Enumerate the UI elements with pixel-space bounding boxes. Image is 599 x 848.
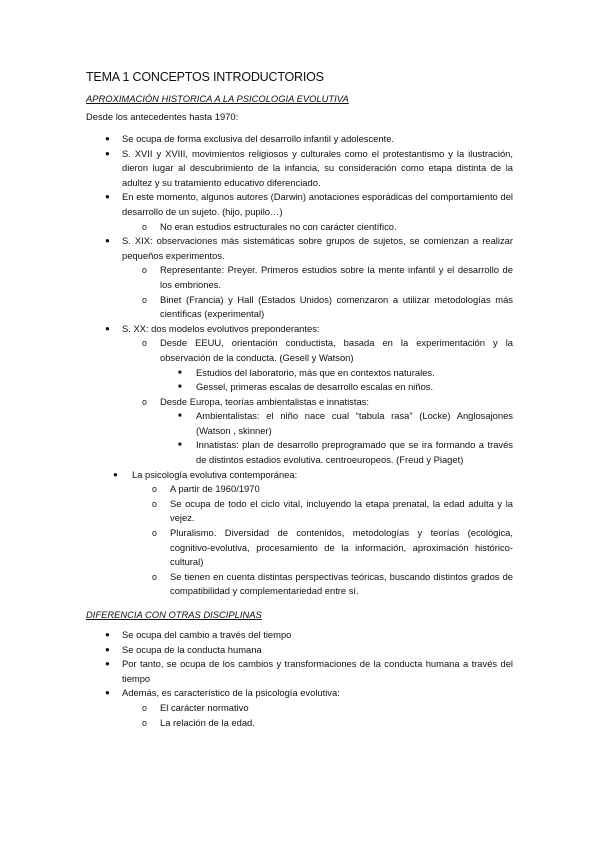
list-item: ■ Gessel, primeras escalas de desarrollo escalas en niños. xyxy=(86,380,513,395)
circle-bullet-icon: o xyxy=(152,484,157,495)
square-bullet-icon: ■ xyxy=(178,384,182,391)
bullet-icon: ● xyxy=(105,148,110,158)
list-item: ● Por tanto, se ocupa de los cambios y transformaciones de la conducta humana a través del tiempo xyxy=(105,658,513,684)
list-item: ● S. XX: dos modelos evolutivos preponderantes: xyxy=(86,322,513,337)
list-item: o A partir de 1960/1970 xyxy=(86,482,513,497)
list-item: ■ Ambientalistas: el niño nace cual “tabula rasa” (Locke) Anglosajones (Watson , skinner) xyxy=(178,410,513,436)
bullet-icon: ● xyxy=(105,236,110,246)
circle-bullet-icon: o xyxy=(142,265,147,276)
spacer xyxy=(86,599,513,605)
list-item: o El carácter normativo xyxy=(86,701,513,716)
square-bullet-icon: ■ xyxy=(178,369,182,376)
circle-bullet-icon: o xyxy=(152,571,157,582)
square-bullet-icon: ■ xyxy=(178,413,182,420)
bullet-icon: ● xyxy=(105,323,110,333)
list-item: ■ Innatistas: plan de desarrollo preprogramado que se ira formando a través de distintos estadios evolutiva. centroeuropeos. (Freud y Piaget) xyxy=(178,439,513,466)
list-item: o Pluralismo. Diversidad de contenidos, metodologías y teorías (ecológica, cognitivo-evolutiva, procesamiento de la información, aproximación histórico-cultural) xyxy=(152,527,513,568)
section-heading-historical: APROXIMACIÓN HISTORICA A LA PSICOLOGIA EVOLUTIVA xyxy=(86,93,349,104)
differences-list xyxy=(86,628,513,730)
circle-bullet-icon: o xyxy=(152,528,157,539)
list-item: ● Se ocupa de forma exclusiva del desarrollo infantil y adolescente. xyxy=(86,132,513,147)
list-item: ● La psicología evolutiva contemporánea: xyxy=(86,468,513,483)
circle-bullet-icon: o xyxy=(142,717,147,728)
bullet-icon: ● xyxy=(105,630,110,639)
circle-bullet-icon: o xyxy=(142,702,147,713)
bullet-icon: ● xyxy=(105,192,110,202)
bullet-icon: ● xyxy=(105,134,110,143)
list-item: o La relación de la edad. xyxy=(86,716,513,731)
bullet-icon: ● xyxy=(105,688,110,698)
list-item: ● Se ocupa de la conducta humana xyxy=(86,643,513,658)
square-bullet-icon: ■ xyxy=(178,442,182,449)
list-item: o No eran estudios estructurales no con carácter científico. xyxy=(86,220,513,235)
list-item: ● S. XVII y XVIII, movimientos religiosos y culturales como el protestantismo y la ilustración, dieron lugar al descubrimiento de la infancia, su consideración como etapa distinta de la adultez y su tratamiento educativo diferenciado. xyxy=(105,147,513,188)
circle-bullet-icon: o xyxy=(142,338,147,349)
historical-list xyxy=(86,132,513,599)
circle-bullet-icon: o xyxy=(152,498,157,509)
circle-bullet-icon: o xyxy=(142,294,147,305)
list-item: ● Además, es característico de la psicología evolutiva: xyxy=(86,686,513,701)
document-title: TEMA 1 CONCEPTOS INTRODUCTORIOS xyxy=(86,70,324,84)
list-item: o Se tienen en cuenta distintas perspectivas teóricas, buscando distintos grados de compatibilidad y complementariedad entre sí. xyxy=(152,570,513,597)
list-item: o Desde Europa, teorías ambientalistas e innatistas: xyxy=(86,395,513,410)
list-item: o Se ocupa de todo el ciclo vital, incluyendo la etapa prenatal, la edad adulta y la vejez. xyxy=(152,497,513,524)
list-item: ■ Estudios del laboratorio, más que en contextos naturales. xyxy=(86,366,513,381)
list-item: ● En este momento, algunos autores (Darwin) anotaciones esporádicas del comportamiento del desarrollo de un sujeto. (hijo, pupilo…) xyxy=(105,191,513,217)
bullet-icon: ● xyxy=(113,469,118,479)
circle-bullet-icon: o xyxy=(142,396,147,407)
section-intro: Desde los antecedentes hasta 1970: xyxy=(86,111,239,122)
section-heading-differences: DIFERENCIA CON OTRAS DISCIPLINAS xyxy=(86,609,262,620)
circle-bullet-icon: o xyxy=(142,221,147,232)
list-item: o Binet (Francia) y Hall (Estados Unidos) comenzaron a utilizar metodologías más científicas (experimental) xyxy=(142,293,513,320)
list-item: o Representante: Preyer. Primeros estudios sobre la mente infantil y el desarrollo de los embriones. xyxy=(142,264,513,290)
bullet-icon: ● xyxy=(105,644,110,654)
list-item: ● Se ocupa del cambio a través del tiempo xyxy=(86,628,513,643)
bullet-icon: ● xyxy=(105,659,110,669)
list-item: ● S. XIX: observaciones más sistemáticas sobre grupos de sujetos, se comienzan a realizar pequeños experimentos. xyxy=(105,235,513,261)
list-item: o Desde EEUU, orientación conductista, basada en la experimentación y la observación de la conducta. (Gesell y Watson) xyxy=(142,337,513,363)
